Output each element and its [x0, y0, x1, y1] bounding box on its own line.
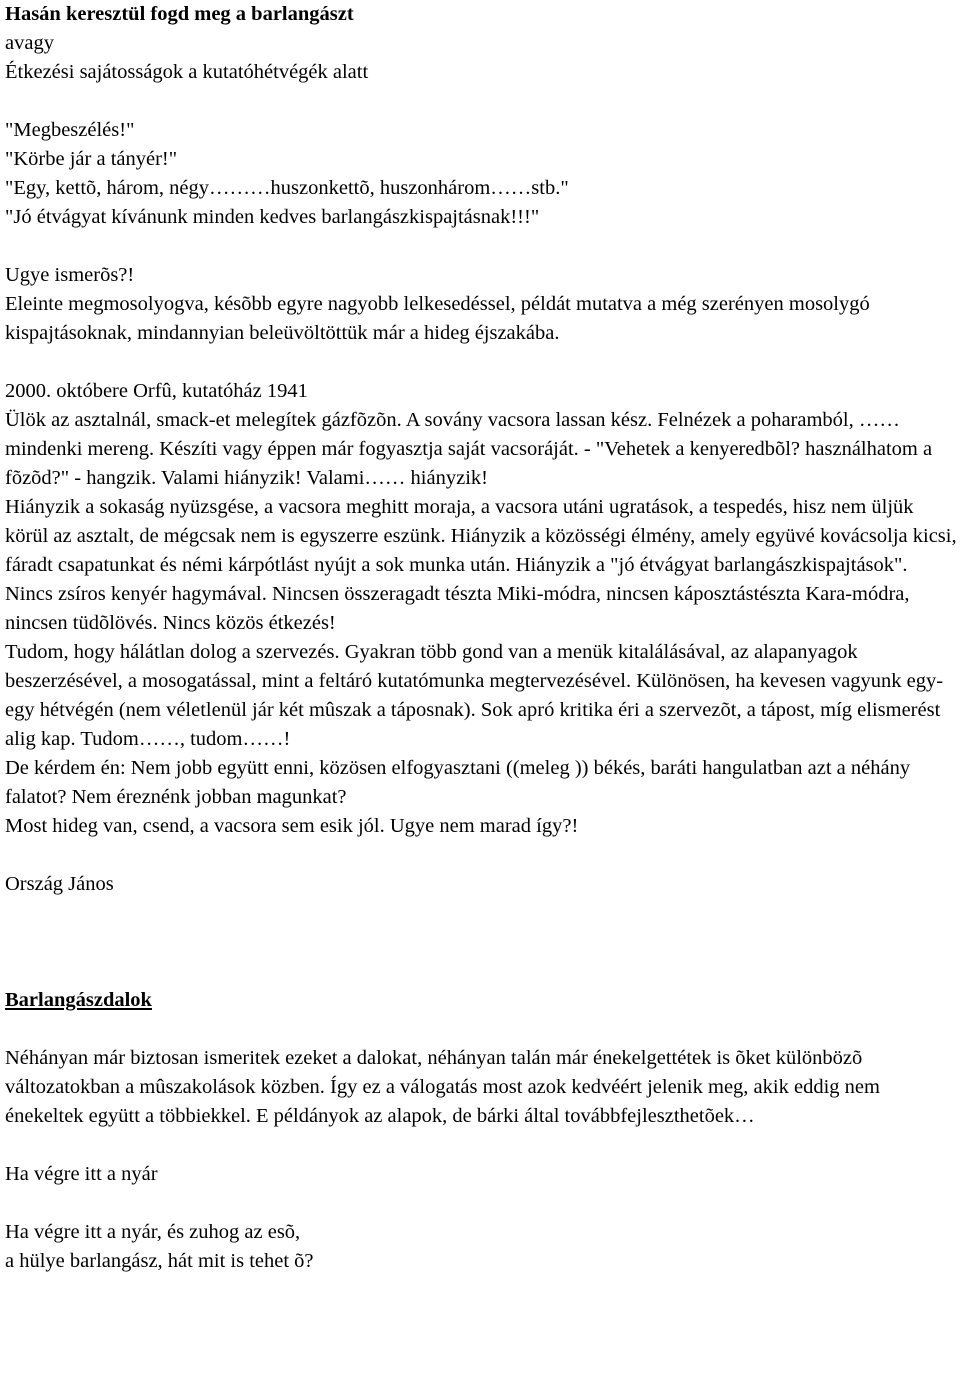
- document-page: [5, 0, 957, 1276]
- spacer: [5, 1015, 957, 1044]
- spacer: [5, 87, 957, 116]
- author-signature: Ország János: [5, 873, 114, 895]
- lyric-line: a hülye barlangász, hát mit is tehet õ?: [5, 1250, 314, 1272]
- story-paragraph-2: Hiányzik a sokaság nyüzsgése, a vacsora meghitt moraja, a vacsora utáni ugratások, a tespedés, hisz nem üljük körül az asztalt, de mégcsak nem is egyszerre eszünk. Hiányzik a közösségi élmény, amely együvé kovácsolja kicsi, fáradt csapatunkat és némi kárpótlást nyújt a sok munka után. Hiányzik a "jó étvágyat barlangászkispajtások". Nincs zsíros kenyér hagymával. Nincsen összeragadt tészta Miki-módra, nincsen káposztástészta Kara-módra, nincsen tüdõlövés. Nincs közös étkezés!: [5, 496, 957, 634]
- chant-line: "Egy, kettõ, három, négy………huszonkettõ, huszonhárom……stb.": [5, 177, 569, 199]
- intro-question: Ugye ismerõs?!: [5, 264, 135, 286]
- song-title: Ha végre itt a nyár: [5, 1163, 158, 1185]
- chant-line: "Jó étvágyat kívánunk minden kedves barlangászkispajtásnak!!!": [5, 206, 540, 228]
- story-paragraph-1: Ülök az asztalnál, smack-et melegítek gázfõzõn. A sovány vacsora lassan kész. Felnézek a poharamból, ……mindenki mereng. Készíti vagy éppen már fogyasztja saját vacsoráját. - "Vehetek a kenyeredbõl? használhatom a fõzõd?" - hangzik. Valami hiányzik! Valami…… hiányzik!: [5, 409, 933, 489]
- spacer: [5, 841, 957, 870]
- chant-line: "Körbe jár a tányér!": [5, 148, 178, 170]
- document-subtitle: Étkezési sajátosságok a kutatóhétvégék alatt: [5, 61, 369, 83]
- chant-line: "Megbeszélés!": [5, 119, 135, 141]
- spacer: [5, 899, 957, 957]
- spacer: [5, 348, 957, 377]
- lyric-line: Ha végre itt a nyár, és zuhog az esõ,: [5, 1221, 301, 1243]
- songs-intro-paragraph: Néhányan már biztosan ismeritek ezeket a dalokat, néhányan talán már énekelgettétek is õket különbözõ változatokban a mûszakolások közben. Így ez a válogatás most azok kedvéért jelenik meg, akik eddig nem énekeltek együtt a többiekkel. E példányok az alapok, de bárki által továbbfejleszthetõek…: [5, 1047, 880, 1127]
- document-title: Hasán keresztül fogd meg a barlangászt: [5, 3, 354, 25]
- story-paragraph-3: Tudom, hogy hálátlan dolog a szervezés. Gyakran több gond van a menük kitalálásával, az alapanyagok beszerzésével, a mosogatással, mint a feltáró kutatómunka megtervezésével. Különösen, ha kevesen vagyunk egy-egy hétvégén (nem véletlenül jár két mûszak a táposnak). Sok apró kritika éri a szervezõt, a tápost, míg elismerést alig kap. Tudom……, tudom……!: [5, 641, 944, 750]
- or-word: avagy: [5, 32, 54, 54]
- spacer: [5, 232, 957, 261]
- story-paragraph-5: Most hideg van, csend, a vacsora sem esik jól. Ugye nem marad így?!: [5, 815, 579, 837]
- intro-paragraph: Eleinte megmosolyogva, késõbb egyre nagyobb lelkesedéssel, példát mutatva a még szerényen mosolygó kispajtásoknak, mindannyian beleüvöltöttük már a hideg éjszakába.: [5, 293, 870, 344]
- spacer: [5, 1189, 957, 1218]
- story-dateline: 2000. októbere Orfû, kutatóház 1941: [5, 380, 308, 402]
- spacer: [5, 957, 957, 986]
- songs-heading: Barlangászdalok: [5, 989, 152, 1011]
- spacer: [5, 1131, 957, 1160]
- story-paragraph-4: De kérdem én: Nem jobb együtt enni, közösen elfogyasztani ((meleg )) békés, baráti hangulatban azt a néhány falatot? Nem éreznénk jobban magunkat?: [5, 757, 911, 808]
